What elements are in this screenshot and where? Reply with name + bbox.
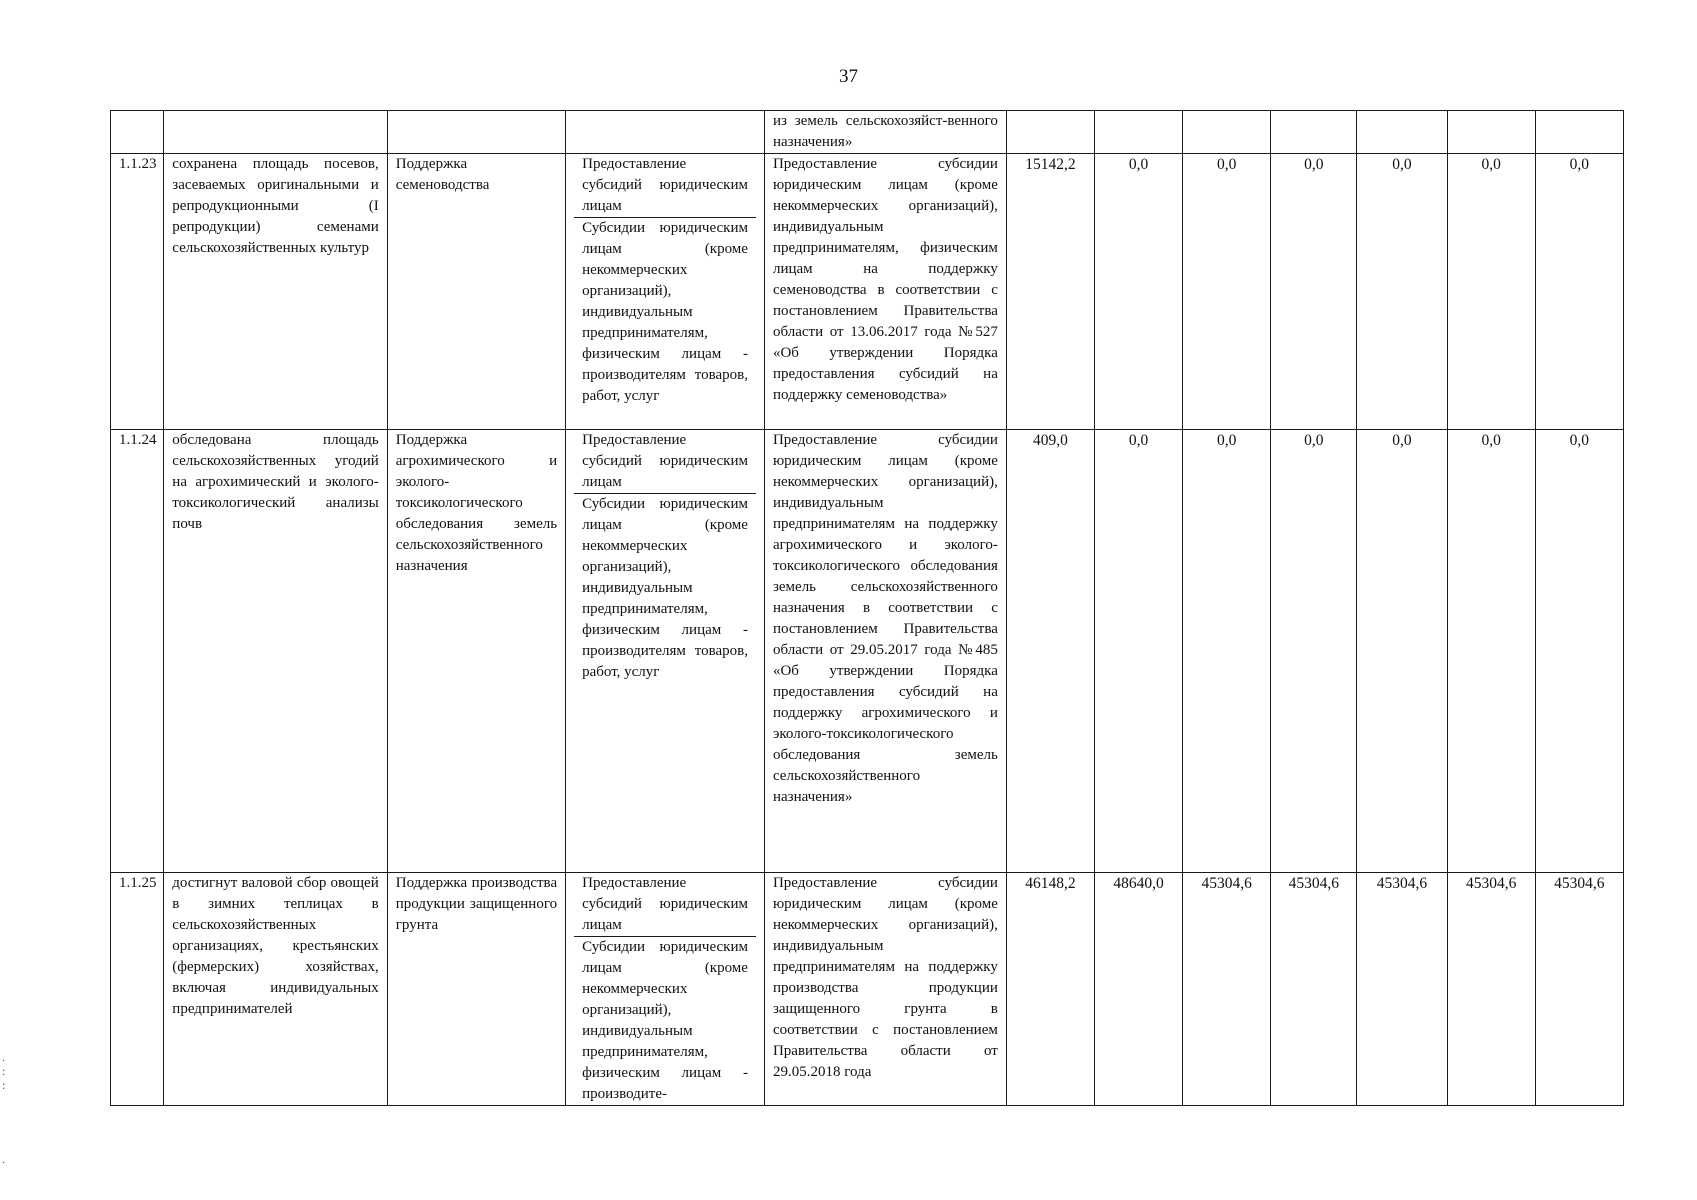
cell-code: 1.1.24 <box>111 430 164 873</box>
cell-value: 0,0 <box>1095 154 1183 430</box>
cell-value: 45304,6 <box>1183 873 1271 1106</box>
cell-normative-act: Предоставление субсидии юридическим лицам (кроме некоммерческих организаций), индивидуальным предпринимателям, физическим лицам на поддержку семеноводства в соответствии с постановлением Правительства области от 13.06.2017 года №527 «Об утверждении Порядка предоставления субсидий на поддержку семеноводства» <box>764 154 1006 430</box>
cell-value <box>1271 111 1357 154</box>
cell-value: 0,0 <box>1357 154 1447 430</box>
measure-label: Предоставление субсидий юридическим лицам <box>582 432 748 490</box>
cell-measure <box>566 111 765 154</box>
cell-normative-act: Предоставление субсидии юридическим лицам (кроме некоммерческих организаций), индивидуальным предпринимателям на поддержку производства продукции защищенного грунта в соответствии с постановлением Правительства области от 29.05.2018 года <box>764 873 1006 1106</box>
cell-value: 0,0 <box>1447 430 1535 873</box>
program-measures-table <box>110 110 1624 1106</box>
cell-value <box>1006 111 1094 154</box>
cell-value <box>1535 111 1623 154</box>
measure-label: Предоставление субсидий юридическим лицам <box>582 875 748 933</box>
cell-activity: Поддержка агрохимического и эколого-токсикологического обследования земель сельскохозяйственного назначения <box>387 430 565 873</box>
cell-value: 0,0 <box>1535 154 1623 430</box>
cell-value <box>1447 111 1535 154</box>
recipients-label: Субсидии юридическим лицам (кроме некоммерческих организаций), индивидуальным предпринимателям, физическим лицам - производителям товаров, работ, услуг <box>574 493 756 683</box>
cell-value: 0,0 <box>1095 430 1183 873</box>
cell-code: 1.1.23 <box>111 154 164 430</box>
cell-value: 15142,2 <box>1006 154 1094 430</box>
cell-result: сохранена площадь посевов, засеваемых оригинальными и репродукционными (I репродукции) семенами сельскохозяйственных культур <box>164 154 387 430</box>
cell-value: 409,0 <box>1006 430 1094 873</box>
cell-result: обследована площадь сельскохозяйственных угодий на агрохимический и эколого-токсикологический анализы почв <box>164 430 387 873</box>
cell-value: 45304,6 <box>1357 873 1447 1106</box>
recipients-label: Субсидии юридическим лицам (кроме некоммерческих организаций), индивидуальным предпринимателям, физическим лицам - производителям товаров, работ, услуг <box>574 217 756 407</box>
cell-result: достигнут валовой сбор овощей в зимних теплицах в сельскохозяйственных организациях, крестьянских (фермерских) хозяйствах, включая индивидуальных предпринимателей <box>164 873 387 1106</box>
cell-normative-act: Предоставление субсидии юридическим лицам (кроме некоммерческих организаций), индивидуальным предпринимателям на поддержку агрохимического и эколого-токсикологического обследования земель сельскохозяйственного назначения в соответствии с постановлением Правительства области от 29.05.2017 года №485 «Об утверждении Порядка предоставления субсидий на поддержку агрохимического и эколого-токсикологического обследования земель сельскохозяйственного назначения» <box>764 430 1006 873</box>
cell-value: 0,0 <box>1447 154 1535 430</box>
cell-activity: Поддержка семеноводства <box>387 154 565 430</box>
cell-value: 0,0 <box>1535 430 1623 873</box>
page-number: 37 <box>839 66 858 87</box>
table-row <box>111 111 1624 154</box>
cell-value: 45304,6 <box>1535 873 1623 1106</box>
recipients-label: Субсидии юридическим лицам (кроме некоммерческих организаций), индивидуальным предпринимателям, физическим лицам - производите- <box>574 936 756 1105</box>
cell-value: 0,0 <box>1357 430 1447 873</box>
cell-activity <box>387 111 565 154</box>
cell-value <box>1095 111 1183 154</box>
cell-value: 0,0 <box>1183 430 1271 873</box>
table-row <box>111 873 1624 1106</box>
cell-activity: Поддержка производства продукции защищенного грунта <box>387 873 565 1106</box>
cell-value <box>1183 111 1271 154</box>
cell-value: 45304,6 <box>1271 873 1357 1106</box>
cell-result <box>164 111 387 154</box>
table-row <box>111 430 1624 873</box>
cell-code <box>111 111 164 154</box>
cell-code: 1.1.25 <box>111 873 164 1106</box>
table-row <box>111 154 1624 430</box>
cell-value: 0,0 <box>1183 154 1271 430</box>
cell-measure <box>566 154 765 430</box>
cell-normative-act: из земель сельскохозяйст-венного назначения» <box>764 111 1006 154</box>
cell-value: 0,0 <box>1271 430 1357 873</box>
cell-measure <box>566 873 765 1106</box>
measure-label: Предоставление субсидий юридическим лицам <box>582 156 748 214</box>
cell-value: 45304,6 <box>1447 873 1535 1106</box>
cell-measure <box>566 430 765 873</box>
scan-margin-marks: . : : . <box>2 1050 6 1166</box>
cell-value: 48640,0 <box>1095 873 1183 1106</box>
cell-value <box>1357 111 1447 154</box>
cell-value: 46148,2 <box>1006 873 1094 1106</box>
cell-value: 0,0 <box>1271 154 1357 430</box>
